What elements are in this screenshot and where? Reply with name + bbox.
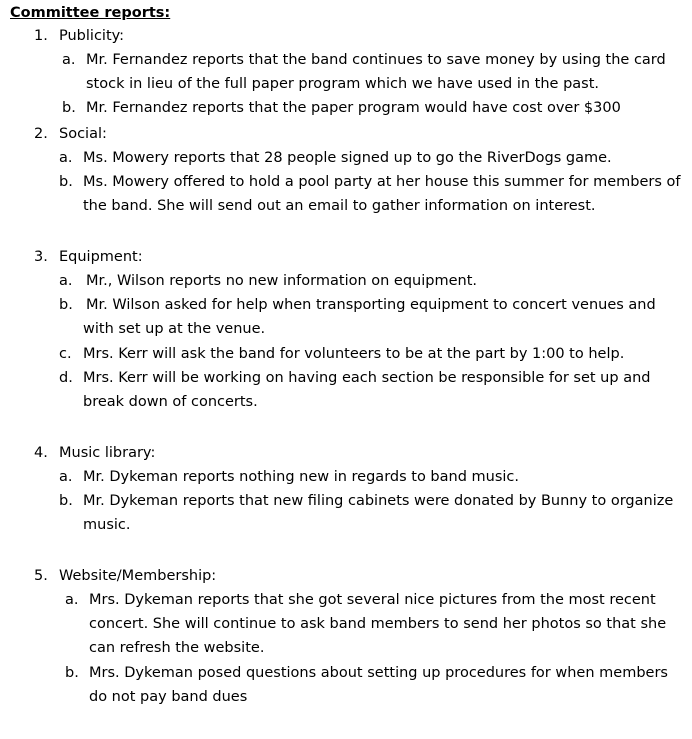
section-label: Social: <box>59 126 107 142</box>
list-item <box>0 293 692 341</box>
list-item <box>0 366 692 414</box>
item-letter: b. <box>62 100 76 117</box>
item-letter: b. <box>59 297 73 314</box>
item-text-line: Ms. Mowery offered to hold a pool party at her house this summer for members of <box>83 174 681 191</box>
item-text-line: Mr. Fernandez reports that the paper program would have cost over $300 <box>86 100 621 117</box>
item-text-line: Mrs. Kerr will be working on having each section be responsible for set up and <box>83 369 651 386</box>
item-text-line: break down of concerts. <box>83 394 258 411</box>
section-number: 4. <box>34 445 48 461</box>
item-text-line: Mr. Dykeman reports nothing new in regards to band music. <box>83 469 520 485</box>
item-text-line: stock in lieu of the full paper program which we have used in the past. <box>86 76 600 93</box>
item-letter: d. <box>59 369 73 386</box>
item-text-line: Mr. Wilson asked for help when transporting equipment to concert venues and <box>86 297 656 314</box>
item-text-line: music. <box>83 517 131 534</box>
committee-reports-heading: Committee reports: <box>10 5 171 21</box>
section-number: 1. <box>34 28 48 44</box>
section-publicity <box>0 24 692 121</box>
item-text-line: concert. She will continue to ask band members to send her photos so that she <box>89 616 667 633</box>
list-item <box>0 48 692 96</box>
item-letter: a. <box>59 150 73 166</box>
list-item <box>0 489 692 537</box>
item-letter: a. <box>62 52 76 68</box>
list-item <box>0 342 692 366</box>
item-text-line: Mrs. Kerr will ask the band for volunteers to be at the part by 1:00 to help. <box>83 345 625 362</box>
item-text-line: Mr. Fernandez reports that the band continues to save money by using the card <box>86 52 666 68</box>
item-text-line: Mrs. Dykeman reports that she got several nice pictures from the most recent <box>89 592 656 608</box>
section-label: Publicity: <box>59 28 125 44</box>
item-text-line: Mr. Dykeman reports that new filing cabinets were donated by Bunny to organize <box>83 493 674 510</box>
section-social <box>0 122 692 219</box>
item-text-line: do not pay band dues <box>89 688 248 705</box>
item-letter: b. <box>65 664 79 681</box>
list-item <box>0 588 692 661</box>
item-text-line: Ms. Mowery reports that 28 people signed up to go the RiverDogs game. <box>83 150 612 166</box>
section-label: Equipment: <box>59 249 143 265</box>
item-text-line: Mr., Wilson reports no new information on equipment. <box>86 273 478 289</box>
list-item <box>0 96 692 120</box>
item-text-line: with set up at the venue. <box>83 321 266 338</box>
section-equipment <box>0 245 692 414</box>
item-text-line: can refresh the website. <box>89 640 265 657</box>
item-letter: a. <box>59 469 73 485</box>
section-heading <box>0 564 692 588</box>
item-letter: b. <box>59 493 73 510</box>
section-number: 2. <box>34 126 48 142</box>
item-letter: b. <box>59 174 73 191</box>
section-website-membership <box>0 564 692 709</box>
item-text-line: the band. She will send out an email to gather information on interest. <box>83 198 596 215</box>
list-item <box>0 661 692 709</box>
section-heading <box>0 441 692 465</box>
section-label: Website/Membership: <box>59 568 217 584</box>
list-item <box>0 465 692 489</box>
section-label: Music library: <box>59 445 156 461</box>
section-music-library <box>0 441 692 538</box>
section-number: 3. <box>34 249 48 265</box>
list-item <box>0 170 692 218</box>
item-letter: a. <box>59 273 73 289</box>
list-item <box>0 146 692 170</box>
section-heading <box>0 122 692 146</box>
item-text-line: Mrs. Dykeman posed questions about setting up procedures for when members <box>89 664 668 681</box>
item-letter: a. <box>65 592 79 608</box>
section-number: 5. <box>34 568 48 584</box>
list-item <box>0 269 692 293</box>
section-heading <box>0 245 692 269</box>
section-heading <box>0 24 692 48</box>
item-letter: c. <box>59 345 72 362</box>
